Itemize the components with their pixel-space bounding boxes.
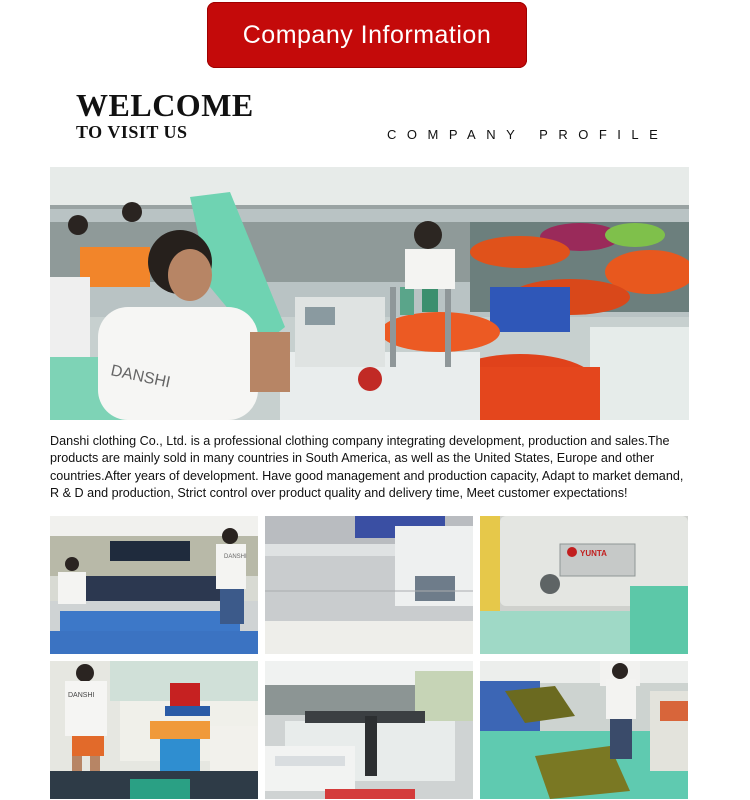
gallery-photo-machine-label — [480, 516, 688, 654]
shirt-logo-text: DANSHI — [224, 554, 247, 560]
factory-floor-photo — [50, 167, 689, 420]
company-information-banner — [207, 2, 527, 68]
gallery-photo-folding-garments — [480, 661, 688, 799]
gallery-photo-fabric-spreading — [50, 516, 258, 654]
machine-brand-text: YUNTA — [580, 549, 607, 558]
banner-title: Company Information — [242, 20, 492, 49]
welcome-heading: WELCOME — [76, 87, 254, 123]
gallery-photo-heat-press — [50, 661, 258, 799]
gallery-photo-sewing-table — [265, 661, 473, 799]
shirt-logo-text: DANSHI — [68, 692, 95, 699]
shirt-logo-text: DANSHI — [109, 362, 172, 392]
gallery-photo-cutting-table — [265, 516, 473, 654]
company-profile-label: COMPANY PROFILE — [387, 127, 669, 142]
visit-subheading: TO VISIT US — [76, 122, 188, 142]
company-description: Danshi clothing Co., Ltd. is a professional clothing company integrating development, production and sales.The products are mainly sold in many countries in South America, as well as the United States, Europe and other countries.After years of development. Have good management and production capacity, Adapt to market demand, R & D and production, Strict control over product quality and delivery time, Meet customer expectations! — [50, 434, 684, 500]
